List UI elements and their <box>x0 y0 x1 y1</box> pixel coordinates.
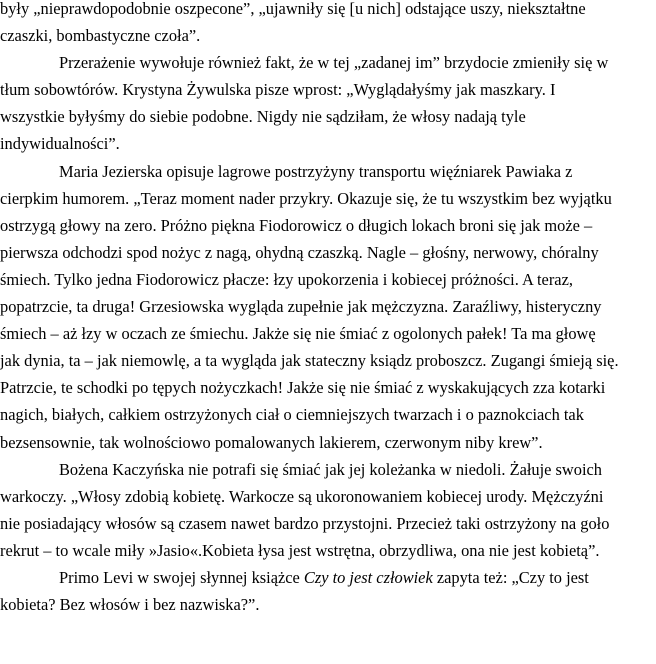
paragraph-2 <box>0 49 656 157</box>
text-line: warkoczy. „Włosy zdobią kobietę. Warkocze są ukoronowaniem kobiecej urody. Mężczyźni <box>0 486 604 506</box>
text-line: pierwsza odchodzi spod nożyc z nagą, ohydną czaszką. Nagle – głośny, nerwowy, chóralny <box>0 242 599 262</box>
text-line: wszystkie byłyśmy do siebie podobne. Nigdy nie sądziłam, że włosy nadają tyle <box>0 107 526 127</box>
text-line: czaszki, bombastyczne czoła”. <box>0 26 201 46</box>
text-line: śmiech – aż łzy w oczach ze śmiechu. Jakże się nie śmiać z ogolonych pałek! Ta ma głowę <box>0 324 596 344</box>
text-line: rekrut – to wcale miły »Jasio«.Kobieta łysa jest wstrętna, obrzydliwa, ona nie jest kobietą”. <box>0 540 600 560</box>
text-run: zapyta też: „Czy to jest <box>432 567 589 587</box>
paragraph-1 <box>0 0 656 49</box>
text-line: jak dynia, ta – jak niemowlę, a ta wygląda jak stateczny ksiądz proboszcz. Zugangi śmieją się. <box>0 351 619 371</box>
text-line: ostrzygą głowy na zero. Próżno piękna Fiodorowicz o długich lokach broni się jak może – <box>0 215 593 235</box>
text-line: Bożena Kaczyńska nie potrafi się śmiać jak jej koleżanka w niedoli. Żałuje swoich <box>59 459 602 479</box>
text-line: śmiech. Tylko jedna Fiodorowicz płacze: łzy upokorzenia i kobiecej próżności. A teraz, <box>0 269 573 289</box>
text-line: popatrzcie, ta druga! Grzesiowska wygląda zupełnie jak mężczyzna. Zaraźliwy, histeryczny <box>0 297 602 317</box>
text-line: nagich, białych, całkiem ostrzyżonych ciał o ciemniejszych twarzach i o paznokciach tak <box>0 405 584 425</box>
paragraph-5 <box>0 564 656 618</box>
text-line <box>0 564 656 591</box>
text-line: Maria Jezierska opisuje lagrowe postrzyżyny transportu więźniarek Pawiaka z <box>59 161 573 181</box>
text-line: były „nieprawdopodobnie oszpecone”, „ujawniły się [u nich] odstające uszy, niekształtne <box>0 0 586 18</box>
text-run: Primo Levi w swojej słynnej książce <box>59 567 304 587</box>
book-title: Czy to jest człowiek <box>303 567 433 587</box>
text-line: nie posiadający włosów są czasem nawet bardzo przystojni. Przecież taki ostrzyżony na goło <box>0 513 610 533</box>
text-line: tłum sobowtórów. Krystyna Żywulska pisze wprost: „Wyglądałyśmy jak maszkary. I <box>0 80 556 100</box>
text-line: indywidualności”. <box>0 134 120 154</box>
text-line: cierpkim humorem. „Teraz moment nader przykry. Okazuje się, że tu wszystkim bez wyjątku <box>0 188 612 208</box>
text-line: Przerażenie wywołuje również fakt, że w tej „zadanej im” brzydocie zmieniły się w <box>59 53 609 73</box>
text-line: Patrzcie, te schodki po tępych nożyczkach! Jakże się nie śmiać z wyskakujących zza kotarki <box>0 378 606 398</box>
text-line: bezsensownie, tak wolnościowo pomalowanych lakierem, czerwonym niby krew”. <box>0 432 543 452</box>
paragraph-3 <box>0 158 656 456</box>
paragraph-4 <box>0 456 656 564</box>
text-line: kobieta? Bez włosów i bez nazwiska?”. <box>0 595 260 615</box>
